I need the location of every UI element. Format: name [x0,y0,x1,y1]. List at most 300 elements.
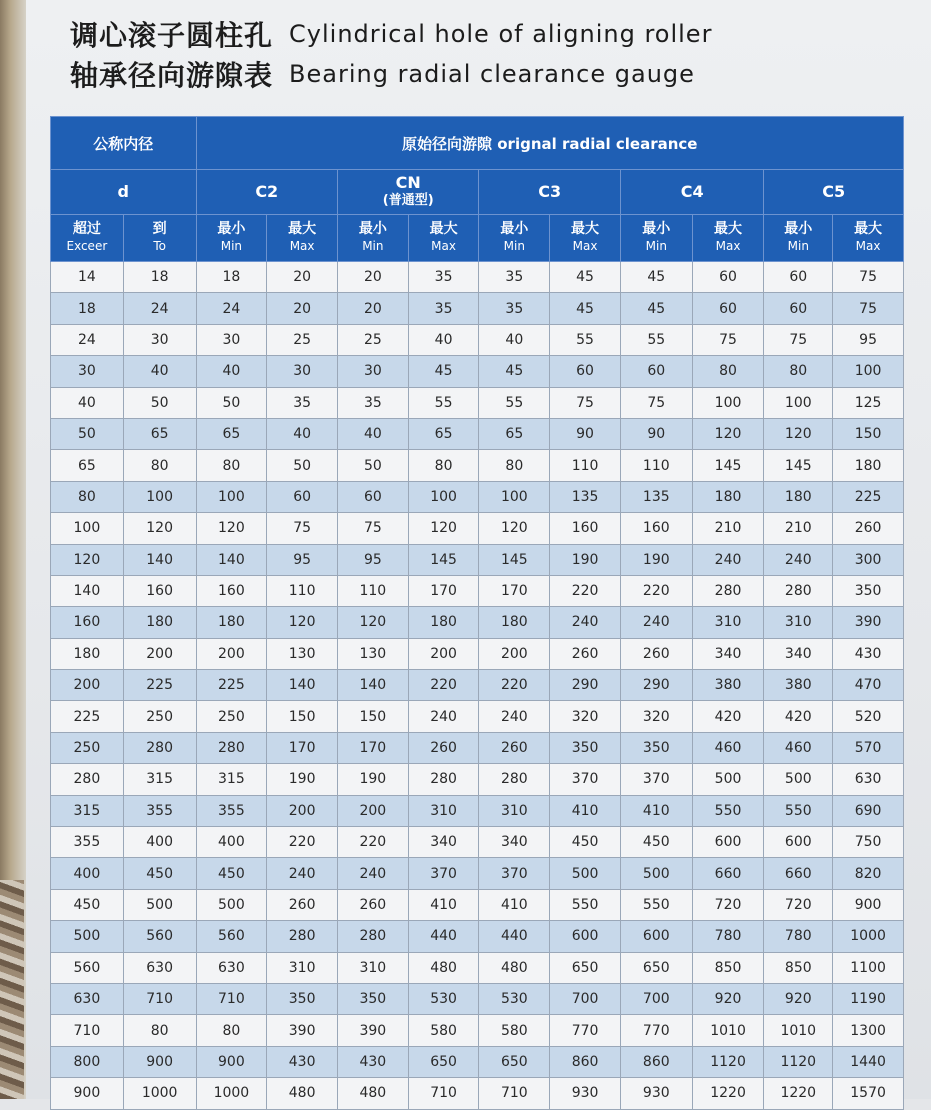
sub-header-cell [267,215,338,262]
table-cell: 95 [337,544,408,575]
table-cell: 200 [267,795,338,826]
table-row [51,356,904,387]
table-row [51,764,904,795]
table-cell: 260 [833,513,904,544]
table-cell: 570 [833,732,904,763]
table-cell: 100 [692,387,764,418]
table-cell: 550 [620,889,692,920]
table-cell: 380 [764,670,833,701]
table-row [51,293,904,324]
table-cell: 550 [550,889,621,920]
table-cell: 340 [692,638,764,669]
table-cell: 500 [550,858,621,889]
table-cell: 75 [833,262,904,293]
title-en-2: Bearing radial clearance gauge [289,60,695,88]
sub-header-zh: 最大 [714,221,743,237]
table-cell: 30 [337,356,408,387]
table-cell: 60 [550,356,621,387]
table-cell: 470 [833,670,904,701]
table-cell: 820 [833,858,904,889]
sub-header-en: Max [572,239,598,253]
table-cell: 180 [123,607,196,638]
table-row [51,983,904,1014]
table-cell: 45 [620,293,692,324]
table-cell: 280 [51,764,124,795]
table-cell: 260 [337,889,408,920]
table-cell: 450 [123,858,196,889]
table-cell: 900 [833,889,904,920]
table-row [51,732,904,763]
table-cell: 24 [196,293,267,324]
group-c3-header: C3 [479,170,620,215]
table-cell: 40 [479,324,550,355]
table-cell: 650 [550,952,621,983]
sub-header-cell [408,215,479,262]
table-cell: 280 [123,732,196,763]
table-cell: 180 [764,481,833,512]
table-cell: 35 [479,293,550,324]
table-cell: 180 [196,607,267,638]
sub-header-en: Max [431,239,456,253]
table-cell: 220 [550,575,621,606]
table-cell: 390 [833,607,904,638]
table-cell: 40 [51,387,124,418]
table-cell: 240 [337,858,408,889]
table-cell: 180 [833,450,904,481]
title-zh-1: 调心滚子圆柱孔 [70,19,274,52]
page-title [70,14,712,94]
header-row-3 [51,215,904,262]
table-cell: 660 [692,858,764,889]
table-row [51,670,904,701]
table-cell: 65 [479,418,550,449]
table-cell: 400 [196,827,267,858]
table-row [51,795,904,826]
table-cell: 135 [550,481,621,512]
table-cell: 120 [267,607,338,638]
table-cell: 120 [408,513,479,544]
table-cell: 80 [408,450,479,481]
table-cell: 310 [337,952,408,983]
table-cell: 200 [408,638,479,669]
table-cell: 40 [196,356,267,387]
table-cell: 80 [123,1015,196,1046]
table-cell: 310 [692,607,764,638]
table-cell: 60 [764,262,833,293]
table-cell: 40 [408,324,479,355]
title-line-1 [70,14,712,54]
table-cell: 450 [196,858,267,889]
table-cell: 280 [764,575,833,606]
table-cell: 45 [550,293,621,324]
table-cell: 850 [692,952,764,983]
table-cell: 240 [620,607,692,638]
sub-header-zh: 最小 [358,221,387,237]
table-cell: 315 [196,764,267,795]
table-cell: 240 [764,544,833,575]
table-cell: 225 [51,701,124,732]
sub-header-en: Min [362,239,384,253]
table-cell: 290 [620,670,692,701]
table-cell: 480 [337,1078,408,1109]
table-cell: 1570 [833,1078,904,1109]
table-cell: 20 [267,262,338,293]
table-cell: 110 [337,575,408,606]
table-cell: 280 [408,764,479,795]
table-cell: 50 [267,450,338,481]
table-cell: 50 [123,387,196,418]
sub-header-zh: 最小 [500,221,529,237]
header-row-2 [51,170,904,215]
table-cell: 710 [123,983,196,1014]
table-cell: 30 [123,324,196,355]
table-cell: 95 [267,544,338,575]
table-cell: 280 [692,575,764,606]
table-cell: 50 [196,387,267,418]
table-cell: 100 [196,481,267,512]
table-cell: 220 [408,670,479,701]
table-cell: 24 [51,324,124,355]
table-cell: 30 [196,324,267,355]
table-cell: 50 [51,418,124,449]
table-cell: 240 [692,544,764,575]
table-cell: 100 [123,481,196,512]
table-cell: 75 [833,293,904,324]
table-cell: 1120 [764,1046,833,1077]
table-cell: 370 [550,764,621,795]
table-row [51,638,904,669]
sub-header-en: Max [289,239,315,253]
table-cell: 170 [408,575,479,606]
table-cell: 220 [337,827,408,858]
table-cell: 720 [692,889,764,920]
table-cell: 55 [550,324,621,355]
table-cell: 340 [764,638,833,669]
table-cell: 30 [51,356,124,387]
table-cell: 145 [692,450,764,481]
table-cell: 80 [51,481,124,512]
table-cell: 710 [196,983,267,1014]
table-cell: 130 [267,638,338,669]
table-cell: 780 [692,921,764,952]
table-cell: 300 [833,544,904,575]
table-cell: 720 [764,889,833,920]
table-cell: 355 [123,795,196,826]
group-cn-label: CN [395,173,421,192]
table-cell: 550 [764,795,833,826]
table-cell: 50 [337,450,408,481]
table-cell: 130 [337,638,408,669]
table-cell: 400 [51,858,124,889]
table-cell: 310 [764,607,833,638]
table-row [51,481,904,512]
table-cell: 315 [123,764,196,795]
table-cell: 60 [692,293,764,324]
table-cell: 120 [479,513,550,544]
table-cell: 350 [337,983,408,1014]
sub-header-zh: 最大 [429,221,458,237]
table-cell: 160 [123,575,196,606]
table-row [51,513,904,544]
table-cell: 240 [267,858,338,889]
table-cell: 530 [408,983,479,1014]
table-cell: 460 [692,732,764,763]
table-cell: 1190 [833,983,904,1014]
table-cell: 45 [550,262,621,293]
sub-header-en: To [153,239,166,253]
table-cell: 220 [479,670,550,701]
sub-header-en: Max [715,239,741,253]
table-cell: 100 [764,387,833,418]
table-row [51,701,904,732]
sub-header-cell [196,215,267,262]
table-cell: 500 [123,889,196,920]
table-cell: 430 [267,1046,338,1077]
table-cell: 75 [764,324,833,355]
table-cell: 320 [550,701,621,732]
sub-header-en: Min [220,239,243,253]
table-cell: 80 [479,450,550,481]
table-cell: 18 [196,262,267,293]
table-cell: 180 [408,607,479,638]
table-cell: 110 [620,450,692,481]
table-row [51,952,904,983]
sub-header-en: Max [855,239,881,253]
table-cell: 210 [764,513,833,544]
table-cell: 780 [764,921,833,952]
table-cell: 65 [51,450,124,481]
table-row [51,387,904,418]
table-cell: 380 [692,670,764,701]
table-row [51,607,904,638]
table-cell: 140 [337,670,408,701]
table-cell: 900 [123,1046,196,1077]
table-cell: 100 [51,513,124,544]
table-cell: 260 [408,732,479,763]
table-cell: 40 [123,356,196,387]
table-cell: 500 [764,764,833,795]
table-cell: 95 [833,324,904,355]
table-cell: 500 [196,889,267,920]
table-cell: 560 [51,952,124,983]
table-cell: 100 [479,481,550,512]
sub-header-cell [550,215,621,262]
table-row [51,921,904,952]
table-cell: 190 [620,544,692,575]
group-c5-header: C5 [764,170,904,215]
sub-header-zh: 最小 [784,221,813,237]
table-cell: 580 [479,1015,550,1046]
table-row [51,418,904,449]
table-cell: 460 [764,732,833,763]
table-cell: 80 [196,1015,267,1046]
table-cell: 630 [51,983,124,1014]
table-cell: 120 [196,513,267,544]
sub-header-zh: 最小 [642,221,671,237]
sub-header-cell [479,215,550,262]
table-cell: 480 [267,1078,338,1109]
table-cell: 260 [550,638,621,669]
sub-header-zh: 超过 [72,221,101,237]
table-cell: 60 [620,356,692,387]
table-cell: 530 [479,983,550,1014]
table-row [51,544,904,575]
table-cell: 90 [550,418,621,449]
table-cell: 320 [620,701,692,732]
table-cell: 355 [51,827,124,858]
table-cell: 25 [267,324,338,355]
table-cell: 770 [550,1015,621,1046]
table-cell: 135 [620,481,692,512]
table-cell: 410 [479,889,550,920]
table-cell: 200 [337,795,408,826]
table-cell: 140 [267,670,338,701]
table-cell: 80 [123,450,196,481]
table-cell: 240 [550,607,621,638]
sub-header-cell [620,215,692,262]
table-cell: 45 [620,262,692,293]
table-cell: 340 [479,827,550,858]
sub-header-en: Min [787,239,809,253]
sub-header-cell [337,215,408,262]
table-cell: 90 [620,418,692,449]
table-cell: 225 [833,481,904,512]
table-cell: 180 [692,481,764,512]
clearance-header: 原始径向游隙 orignal radial clearance [196,117,903,170]
sub-header-cell [764,215,833,262]
carpet-background [0,880,24,1099]
table-cell: 480 [408,952,479,983]
table-cell: 630 [123,952,196,983]
table-cell: 560 [196,921,267,952]
title-zh-2: 轴承径向游隙表 [70,59,274,92]
table-cell: 600 [692,827,764,858]
table-cell: 440 [408,921,479,952]
table-row [51,1046,904,1077]
table-cell: 420 [692,701,764,732]
table-cell: 800 [51,1046,124,1077]
table-cell: 370 [620,764,692,795]
table-cell: 280 [337,921,408,952]
group-c4-header: C4 [620,170,764,215]
table-row [51,575,904,606]
table-cell: 260 [620,638,692,669]
table-cell: 140 [123,544,196,575]
table-cell: 65 [123,418,196,449]
table-cell: 860 [550,1046,621,1077]
table-cell: 700 [550,983,621,1014]
table-cell: 190 [550,544,621,575]
table-cell: 240 [479,701,550,732]
table-cell: 350 [620,732,692,763]
table-cell: 770 [620,1015,692,1046]
clearance-table [50,116,904,1110]
table-cell: 35 [408,293,479,324]
table-cell: 100 [833,356,904,387]
table-cell: 660 [764,858,833,889]
table-cell: 160 [196,575,267,606]
table-cell: 75 [620,387,692,418]
table-cell: 710 [479,1078,550,1109]
table-cell: 60 [267,481,338,512]
table-cell: 160 [550,513,621,544]
sub-header-cell [51,215,124,262]
table-cell: 650 [620,952,692,983]
group-cn-header [337,170,478,215]
table-cell: 180 [479,607,550,638]
table-cell: 1000 [833,921,904,952]
table-cell: 550 [692,795,764,826]
table-cell: 160 [620,513,692,544]
table-cell: 900 [196,1046,267,1077]
table-cell: 250 [123,701,196,732]
table-cell: 30 [267,356,338,387]
table-cell: 520 [833,701,904,732]
table-cell: 560 [123,921,196,952]
sub-header-zh: 到 [152,221,167,237]
table-cell: 500 [51,921,124,952]
table-body [51,262,904,1110]
table-row [51,858,904,889]
table-cell: 280 [479,764,550,795]
title-en-1: Cylindrical hole of aligning roller [289,20,713,48]
sub-header-zh: 最大 [288,221,317,237]
table-cell: 390 [267,1015,338,1046]
table-cell: 120 [764,418,833,449]
table-cell: 350 [550,732,621,763]
table-cell: 55 [479,387,550,418]
table-cell: 170 [337,732,408,763]
table-cell: 160 [51,607,124,638]
table-cell: 1010 [764,1015,833,1046]
table-cell: 220 [620,575,692,606]
nominal-bore-header: 公称内径 [51,117,197,170]
table-cell: 260 [479,732,550,763]
table-cell: 920 [764,983,833,1014]
table-cell: 710 [51,1015,124,1046]
table-cell: 370 [479,858,550,889]
table-cell: 110 [267,575,338,606]
table-cell: 200 [479,638,550,669]
table-cell: 60 [337,481,408,512]
table-cell: 430 [833,638,904,669]
table-cell: 310 [408,795,479,826]
table-cell: 180 [51,638,124,669]
table-cell: 310 [267,952,338,983]
table-cell: 1220 [764,1078,833,1109]
table-row [51,450,904,481]
table-cell: 750 [833,827,904,858]
table-cell: 170 [267,732,338,763]
group-c2-header: C2 [196,170,337,215]
sub-header-zh: 最小 [217,221,246,237]
table-cell: 630 [196,952,267,983]
table-cell: 25 [337,324,408,355]
table-cell: 650 [479,1046,550,1077]
table-row [51,827,904,858]
table-cell: 24 [123,293,196,324]
table-cell: 20 [337,262,408,293]
table-cell: 355 [196,795,267,826]
table-cell: 20 [337,293,408,324]
title-line-2 [70,54,712,94]
table-cell: 120 [123,513,196,544]
table-cell: 630 [833,764,904,795]
table-cell: 450 [620,827,692,858]
table-cell: 400 [123,827,196,858]
table-cell: 140 [196,544,267,575]
table-cell: 140 [51,575,124,606]
